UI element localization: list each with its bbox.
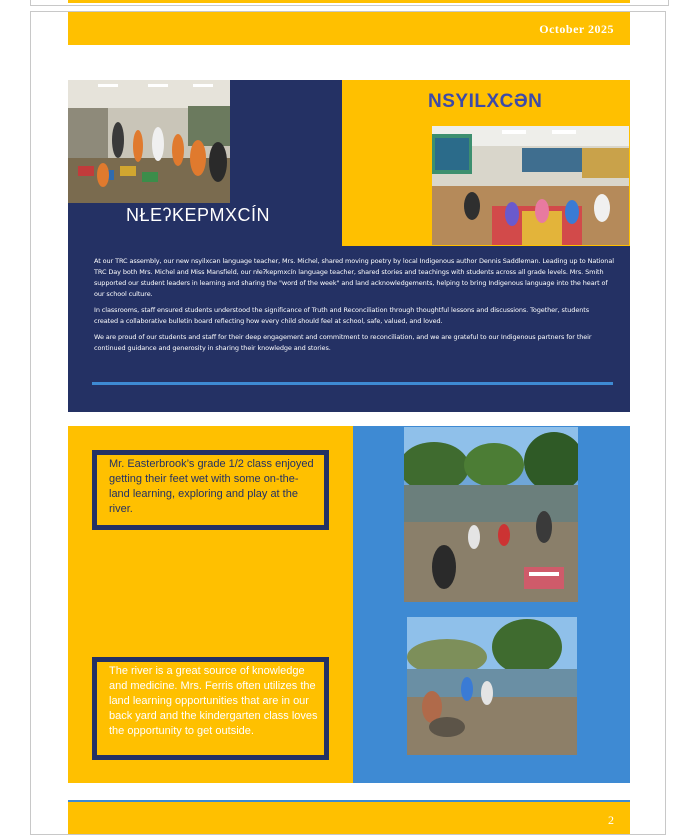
classroom-photo [432,126,629,245]
header-date: October 2025 [539,22,614,36]
article-paragraph: At our TRC assembly, our new nsyilxcən language teacher, Mrs. Michel, shared moving poetry by local Indigenous author Dennis Saddleman. Leading up to National TRC Day both Mrs. Michel and Miss Mansfield, our nłeʔkepmxcín language teacher, shared stories and teachings with students across all grade levels. Mrs. Smith supported our student leaders in learning and sharing the "word of the week" and land acknowledgements, helping to bring Indigenous language into the heart of our school culture. [94,257,614,298]
nsyilxcen-title: NSYILXCƏN [428,91,543,112]
kindergarten-callout [92,657,329,760]
callout-text: The river is a great source of knowledge and medicine. Mrs. Ferris often utilizes the land learning opportunities that are in our back yard and the kindergarten class loves the opportunity to get outside. [109,665,318,737]
grade-1-2-callout [92,450,329,530]
article-paragraph: In classrooms, staff ensured students understood the significance of Truth and Reconciliation through thoughtful lessons and discussions. Together, students created a collaborative bulletin board reflecting how every child should feel at school, safe, valued, and loved. [94,306,589,325]
callout-text: Mr. Easterbrook’s grade 1/2 class enjoyed getting their feet wet with some on-the-land learning, exploring and play at the river. [109,458,314,515]
article-divider [92,382,613,385]
nlekepmxcin-title: NŁEʔKEPMXCÍN [126,205,271,225]
assembly-photo [68,80,230,203]
article-paragraph: We are proud of our students and staff for their deep engagement and commitment to reconciliation, and we are grateful to our Indigenous partners for their continued guidance and generosity in sharing their knowledge and stories. [94,333,592,352]
page-number: 2 [608,813,614,827]
footer-bar [68,802,630,834]
river-photo-grade-1-2 [404,427,578,602]
article-body [94,256,614,359]
previous-page-footer-strip [68,0,630,3]
river-photo-kindergarten [407,617,577,755]
header-bar [68,12,630,45]
